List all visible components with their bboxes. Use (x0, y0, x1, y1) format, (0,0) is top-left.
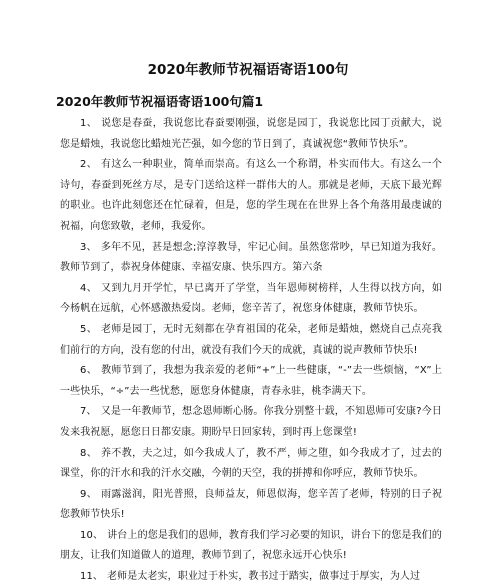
section-title: 2020年教师节祝福语寄语100句篇1 (56, 94, 264, 109)
paragraph-number: 8、 (80, 447, 98, 459)
paragraph-item (60, 402, 442, 443)
paragraph-text: 又是一年教师节，想念恩师断心肠。你我分别整十载，不知恩师可安康?今日发来我祝愿，愿您日日都安康。期盼早日回家转，到时再上您课堂! (60, 406, 442, 438)
paragraph-text: 讲台上的您是我们的恩师，教育我们学习必要的知识，讲台下的您是我们的朋友，让我们知道做人的道理，教师节到了，祝您永远开心快乐! (60, 529, 442, 562)
paragraph-item (60, 444, 442, 485)
paragraph-text: 养不教，夫之过，如今我成人了，教不严，师之堕，如今我成才了，过去的课堂，你的汗水和我的汗水交融，今朝的天空，我的拼搏和你呼应，教师节快乐。 (60, 447, 442, 480)
paragraph-item (60, 155, 442, 237)
paragraph-number: 2、 (80, 159, 98, 171)
paragraph-text: 又到九月开学忙，早已离开了学堂，当年恩师树榜样，人生得以找方向，如今杨帆在远航，心怀感激热爱岗。老师，您辛苦了，祝您身体健康，教师节快乐。 (60, 282, 442, 315)
paragraph-number: 1、 (80, 118, 98, 129)
paragraph-text: 老师是园丁，无时无刻都在孕育祖国的花朵，老师是蜡烛，燃烧自己点亮我们前行的方向，没有您的付出，就没有我们今天的成就，真诚的说声教师节快乐! (60, 323, 442, 356)
paragraph-item (60, 361, 442, 402)
paragraph-item (60, 526, 442, 567)
paragraph-number: 4、 (80, 282, 98, 294)
paragraph-number: 9、 (80, 488, 98, 500)
paragraph-number: 10、 (80, 529, 104, 541)
paragraph-number: 11、 (80, 571, 104, 583)
document-title: 2020年教师节祝福语寄语100句 (147, 62, 349, 78)
paragraph-text: 雨露滋润，阳光普照，良师益友，师恩似海，您辛苦了老师，特别的日子祝您教师节快乐! (60, 488, 442, 521)
paragraph-item (60, 279, 442, 320)
paragraph-item (60, 114, 442, 155)
paragraph-number: 7、 (80, 406, 97, 418)
paragraph-number: 5、 (80, 323, 98, 335)
paragraph-number: 6、 (80, 365, 98, 377)
paragraph-number: 3、 (80, 241, 97, 253)
paragraph-item (60, 320, 442, 361)
paragraph-item (60, 485, 442, 526)
paragraph-item (60, 567, 442, 588)
paragraph-text: 有这么一种职业，简单而崇高。有这么一个称谓，朴实而伟大。有这么一个诗句，春蚕到死丝方尽，是专门送给这样一群伟大的人。那就是老师，天底下最光辉的职业。也许此刻您还在忙碌着，但是，您的学生现在在世界上各个角落用最虔诚的祝福，向您致敬，老师，我爱你。 (60, 159, 442, 232)
paragraph-text: 说您是春蚕，我说您比春蚕要刚强，说您是园丁，我说您比园丁贡献大，说您是蜡烛，我说您比蜡烛光芒强，如今您的节日到了，真诚祝您“教师节快乐”。 (60, 118, 442, 150)
paragraph-text: 教师节到了，我想为我亲爱的老师“+”上一些健康，“-”去一些烦恼，“X”上一些快乐，“÷”去一些忧愁，愿您身体健康，青春永驻，桃李满天下。 (60, 365, 442, 397)
paragraph-list (60, 114, 442, 588)
paragraph-item (60, 238, 442, 279)
paragraph-text: 多年不见，甚是想念;淳淳教导，牢记心间。虽然您常吵，早已知道为我好。教师节到了，恭祝身体健康、幸福安康、快乐四方。第六条 (60, 241, 443, 274)
paragraph-text: 老师是太老实，职业过于朴实，教书过于踏实，做事过于厚实，为人过 (107, 571, 421, 583)
